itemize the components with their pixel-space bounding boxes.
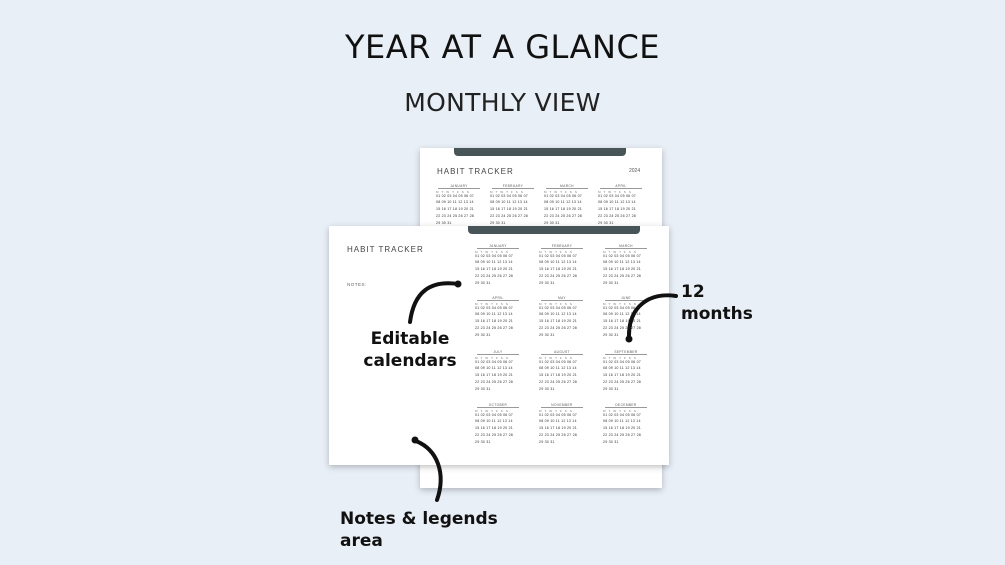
notes-label: NOTES: <box>347 282 367 287</box>
weekday-header: M T W T F S S <box>490 189 524 194</box>
week-row: 15 16 17 18 19 20 21 <box>436 207 474 212</box>
weekday-header: M T W T F S S <box>603 408 637 413</box>
week-row: 15 16 17 18 19 20 21 <box>539 426 577 431</box>
weekday-header: M T W T F S S <box>475 249 509 254</box>
week-row: 15 16 17 18 19 20 21 <box>539 267 577 272</box>
week-row: 15 16 17 18 19 20 21 <box>539 319 577 324</box>
week-row: 15 16 17 18 19 20 21 <box>603 426 641 431</box>
page-subtitle: MONTHLY VIEW <box>404 88 601 117</box>
week-row: 15 16 17 18 19 20 21 <box>475 373 513 378</box>
weekday-header: M T W T F S S <box>475 408 509 413</box>
week-row: 15 16 17 18 19 20 21 <box>544 207 582 212</box>
week-row: 08 09 10 11 12 13 14 <box>603 312 641 317</box>
week-row: 08 09 10 11 12 13 14 <box>603 419 641 424</box>
week-row: 08 09 10 11 12 13 14 <box>539 312 577 317</box>
editable-arrow-dot <box>455 281 462 288</box>
week-row: 22 23 24 25 26 27 28 <box>603 325 641 330</box>
page-title: YEAR AT A GLANCE <box>345 28 660 66</box>
month-name: FEBRUARY <box>502 184 524 188</box>
month-name: JANUARY <box>489 244 507 248</box>
week-row: 22 23 24 25 26 27 28 <box>603 432 641 437</box>
week-row: 29 30 31 <box>490 220 506 225</box>
week-row: 15 16 17 18 19 20 21 <box>603 267 641 272</box>
week-row: 01 02 03 04 05 06 07 <box>598 193 636 198</box>
notes-arrow-dot <box>412 437 419 444</box>
weekday-header: M T W T F S S <box>603 249 637 254</box>
weekday-header: M T W T F S S <box>436 189 470 194</box>
week-row: 29 30 31 <box>598 220 614 225</box>
week-row: 01 02 03 04 05 06 07 <box>603 359 641 364</box>
week-row: 08 09 10 11 12 13 14 <box>598 200 636 205</box>
week-row: 22 23 24 25 26 27 28 <box>490 213 528 218</box>
week-row: 01 02 03 04 05 06 07 <box>475 359 513 364</box>
week-row: 01 02 03 04 05 06 07 <box>490 193 528 198</box>
notes-arrow <box>416 441 441 500</box>
week-row: 08 09 10 11 12 13 14 <box>475 419 513 424</box>
week-row: 08 09 10 11 12 13 14 <box>539 260 577 265</box>
month-name: OCTOBER <box>488 403 508 407</box>
week-row: 29 30 31 <box>539 280 555 285</box>
month-name: MARCH <box>619 244 633 248</box>
week-row: 29 30 31 <box>539 332 555 337</box>
weekday-header: M T W T F S S <box>539 301 573 306</box>
week-row: 15 16 17 18 19 20 21 <box>598 207 636 212</box>
weekday-header: M T W T F S S <box>539 355 573 360</box>
week-row: 08 09 10 11 12 13 14 <box>539 366 577 371</box>
month-name: MARCH <box>560 184 574 188</box>
week-row: 15 16 17 18 19 20 21 <box>490 207 528 212</box>
weekday-header: M T W T F S S <box>475 301 509 306</box>
week-row: 01 02 03 04 05 06 07 <box>475 253 513 258</box>
week-row: 29 30 31 <box>539 439 555 444</box>
back-sheet-year: 2024 <box>629 168 641 174</box>
week-row: 01 02 03 04 05 06 07 <box>436 193 474 198</box>
week-row: 22 23 24 25 26 27 28 <box>544 213 582 218</box>
month-name: JULY <box>493 350 503 354</box>
month-name: DECEMBER <box>615 403 637 407</box>
week-row: 29 30 31 <box>436 220 452 225</box>
week-row: 15 16 17 18 19 20 21 <box>475 319 513 324</box>
back-sheet-title: HABIT TRACKER <box>437 167 514 176</box>
month-name: APRIL <box>615 184 627 188</box>
week-row: 08 09 10 11 12 13 14 <box>475 366 513 371</box>
week-row: 08 09 10 11 12 13 14 <box>603 366 641 371</box>
week-row: 08 09 10 11 12 13 14 <box>475 312 513 317</box>
week-row: 22 23 24 25 26 27 28 <box>436 213 474 218</box>
week-row: 22 23 24 25 26 27 28 <box>475 432 513 437</box>
notes-legends-label: Notes & legends area <box>340 509 498 551</box>
week-row: 22 23 24 25 26 27 28 <box>603 379 641 384</box>
week-row: 08 09 10 11 12 13 14 <box>539 419 577 424</box>
months-arrow <box>629 295 676 338</box>
week-row: 29 30 31 <box>475 332 491 337</box>
weekday-header: M T W T F S S <box>603 301 637 306</box>
month-name: MAY <box>558 296 566 300</box>
week-row: 15 16 17 18 19 20 21 <box>475 426 513 431</box>
month-name: APRIL <box>492 296 504 300</box>
week-row: 15 16 17 18 19 20 21 <box>603 319 641 324</box>
week-row: 29 30 31 <box>475 386 491 391</box>
week-row: 29 30 31 <box>603 280 619 285</box>
months-arrow-dot <box>626 336 633 343</box>
week-row: 01 02 03 04 05 06 07 <box>544 193 582 198</box>
week-row: 15 16 17 18 19 20 21 <box>539 373 577 378</box>
weekday-header: M T W T F S S <box>603 355 637 360</box>
week-row: 01 02 03 04 05 06 07 <box>603 412 641 417</box>
month-name: SEPTEMBER <box>614 350 638 354</box>
week-row: 29 30 31 <box>544 220 560 225</box>
week-row: 22 23 24 25 26 27 28 <box>475 325 513 330</box>
week-row: 15 16 17 18 19 20 21 <box>603 373 641 378</box>
weekday-header: M T W T F S S <box>539 249 573 254</box>
month-name: NOVEMBER <box>551 403 573 407</box>
month-name: JUNE <box>621 296 631 300</box>
week-row: 01 02 03 04 05 06 07 <box>475 412 513 417</box>
week-row: 08 09 10 11 12 13 14 <box>544 200 582 205</box>
week-row: 29 30 31 <box>475 439 491 444</box>
month-name: FEBRUARY <box>551 244 573 248</box>
weekday-header: M T W T F S S <box>539 408 573 413</box>
week-row: 01 02 03 04 05 06 07 <box>539 412 577 417</box>
week-row: 01 02 03 04 05 06 07 <box>603 305 641 310</box>
week-row: 01 02 03 04 05 06 07 <box>539 305 577 310</box>
week-row: 22 23 24 25 26 27 28 <box>475 273 513 278</box>
week-row: 01 02 03 04 05 06 07 <box>603 253 641 258</box>
week-row: 22 23 24 25 26 27 28 <box>603 273 641 278</box>
week-row: 01 02 03 04 05 06 07 <box>539 359 577 364</box>
weekday-header: M T W T F S S <box>544 189 578 194</box>
week-row: 22 23 24 25 26 27 28 <box>475 379 513 384</box>
month-name: AUGUST <box>554 350 570 354</box>
week-row: 29 30 31 <box>603 439 619 444</box>
front-sheet-title: HABIT TRACKER <box>347 245 424 254</box>
weekday-header: M T W T F S S <box>598 189 632 194</box>
editable-calendars-label: Editable calendars <box>363 329 457 371</box>
week-row: 29 30 31 <box>603 332 619 337</box>
week-row: 08 09 10 11 12 13 14 <box>490 200 528 205</box>
week-row: 22 23 24 25 26 27 28 <box>539 432 577 437</box>
week-row: 08 09 10 11 12 13 14 <box>603 260 641 265</box>
week-row: 22 23 24 25 26 27 28 <box>539 273 577 278</box>
week-row: 15 16 17 18 19 20 21 <box>475 267 513 272</box>
week-row: 08 09 10 11 12 13 14 <box>436 200 474 205</box>
week-row: 08 09 10 11 12 13 14 <box>475 260 513 265</box>
week-row: 29 30 31 <box>539 386 555 391</box>
week-row: 01 02 03 04 05 06 07 <box>475 305 513 310</box>
twelve-months-label: 12 months <box>681 282 753 324</box>
week-row: 01 02 03 04 05 06 07 <box>539 253 577 258</box>
week-row: 22 23 24 25 26 27 28 <box>539 325 577 330</box>
week-row: 22 23 24 25 26 27 28 <box>598 213 636 218</box>
week-row: 29 30 31 <box>475 280 491 285</box>
week-row: 29 30 31 <box>603 386 619 391</box>
month-name: JANUARY <box>450 184 468 188</box>
week-row: 22 23 24 25 26 27 28 <box>539 379 577 384</box>
editable-arrow <box>410 283 458 322</box>
weekday-header: M T W T F S S <box>475 355 509 360</box>
